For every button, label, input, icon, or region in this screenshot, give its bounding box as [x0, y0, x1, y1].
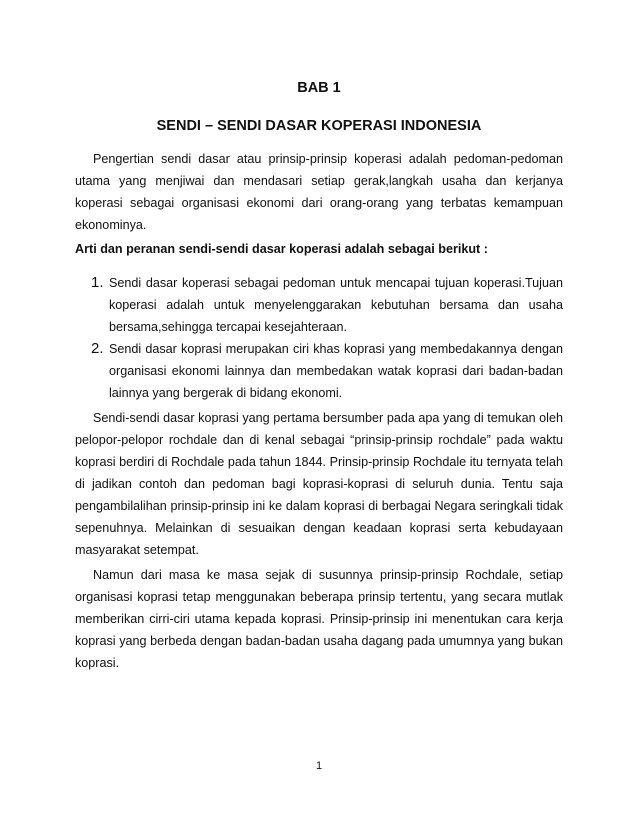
list-item-text: Sendi dasar koperasi sebagai pedoman untuk mencapai tujuan koperasi.Tujuan koperasi adalah untuk menyelenggarakan kebutuhan bersama dan usaha bersama,sehingga tercapai kesejahteraan. — [109, 276, 563, 334]
body-section-2 — [75, 238, 563, 260]
intro-paragraph: Pengertian sendi dasar atau prinsip-prinsip koperasi adalah pedoman-pedoman utama yang menjiwai dan mendasari setiap gerak,langkah usaha dan kerjanya koperasi sebagai organisasi ekonomi dari orang-orang yang terbatas kemampuan ekonominya. — [75, 152, 563, 232]
list-item-number: 2. — [91, 340, 104, 357]
chapter-title: SENDI – SENDI DASAR KOPERASI INDONESIA — [156, 118, 482, 134]
chapter-heading: BAB 1 — [297, 80, 341, 96]
page-number: 1 — [315, 760, 323, 772]
rochdale-paragraph: Sendi-sendi dasar koprasi yang pertama bersumber pada apa yang di temukan oleh pelopor-pelopor rochdale dan di kenal sebagai “prinsip-prinsip rochdale” pada waktu koprasi berdiri di Rochdale pada tahun 1844. Prinsip-prinsip Rochdale itu ternyata telah di jadikan contoh dan pedoman bagi koprasi-koprasi di seluruh dunia. Tentu saja pengambilalihan prinsip-prinsip ini ke dalam koprasi di berbagai Negara seringkali tidak sepenuhnya. Melainkan di sesuaikan dengan keadaan koprasi serta kebudayaan masyarakat setempat. — [75, 411, 563, 557]
list-item — [75, 272, 563, 338]
numbered-list — [75, 272, 563, 404]
body-section-4 — [75, 564, 563, 674]
list-heading: Arti dan peranan sendi-sendi dasar koperasi adalah sebagai berikut : — [75, 242, 488, 256]
body-section-list — [75, 272, 563, 404]
body-section-1 — [75, 148, 563, 236]
body-section-3 — [75, 407, 563, 561]
list-item-text: Sendi dasar koprasi merupakan ciri khas koprasi yang membedakannya dengan organisasi ekonomi lainnya dan membedakan watak koprasi dari badan-badan lainnya yang bergerak di bidang ekonomi. — [109, 342, 563, 400]
list-item — [75, 338, 563, 404]
list-item-number: 1. — [91, 274, 104, 291]
principles-paragraph: Namun dari masa ke masa sejak di susunnya prinsip-prinsip Rochdale, setiap organisasi koprasi tetap menggunakan beberapa prinsip tertentu, yang secara mutlak memberikan cirri-ciri utama kepada koprasi. Prinsip-prinsip ini menentukan cara kerja koprasi yang berbeda dengan badan-badan usaha dagang pada umumnya yang bukan koprasi. — [75, 568, 563, 670]
